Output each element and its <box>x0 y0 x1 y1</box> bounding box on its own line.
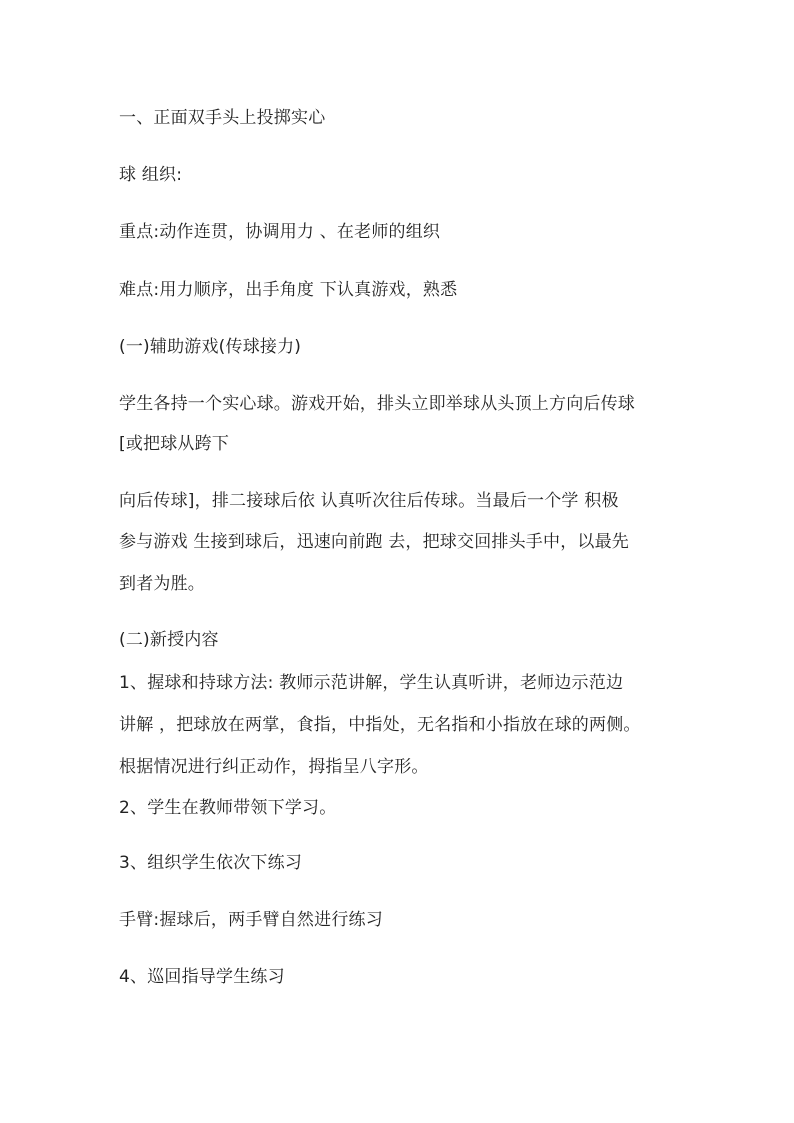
text-line: 手臂:握球后，两手臂自然进行练习 <box>119 910 383 930</box>
text-line: 向后传球]，排二接球后依 认真听次往后传球。当最后一个学 积极 <box>119 491 619 511</box>
text-line: 难点:用力顺序，出手角度 下认真游戏，熟悉 <box>119 280 458 300</box>
text-line: 讲解 ，把球放在两掌，食指，中指处，无名指和小指放在球的两侧。 <box>119 715 641 735</box>
heading-line: 一、正面双手头上投掷实心 <box>119 108 326 128</box>
text-line: 参与游戏 生接到球后，迅速向前跑 去，把球交回排头手中，以最先 <box>119 532 630 552</box>
text-line: 球 组织: <box>119 165 183 185</box>
text-line: 学生各持一个实心球。游戏开始，排头立即举球从头顶上方向后传球 <box>119 394 635 414</box>
text-line: 到者为胜。 <box>119 574 205 594</box>
text-line: 根据情况进行纠正动作，拇指呈八字形。 <box>119 757 429 777</box>
text-line: 重点:动作连贯，协调用力 、在老师的组织 <box>119 222 441 242</box>
text-line: 2、学生在教师带领下学习。 <box>119 798 337 818</box>
text-line: [或把球从跨下 <box>119 434 230 454</box>
text-line: 4、巡回指导学生练习 <box>119 967 285 987</box>
section-heading: (一)辅助游戏(传球接力) <box>119 337 302 357</box>
text-line: 3、组织学生依次下练习 <box>119 853 303 873</box>
text-line: 1、握球和持球方法: 教师示范讲解，学生认真听讲，老师边示范边 <box>119 673 624 693</box>
section-heading: (二)新授内容 <box>119 630 219 650</box>
